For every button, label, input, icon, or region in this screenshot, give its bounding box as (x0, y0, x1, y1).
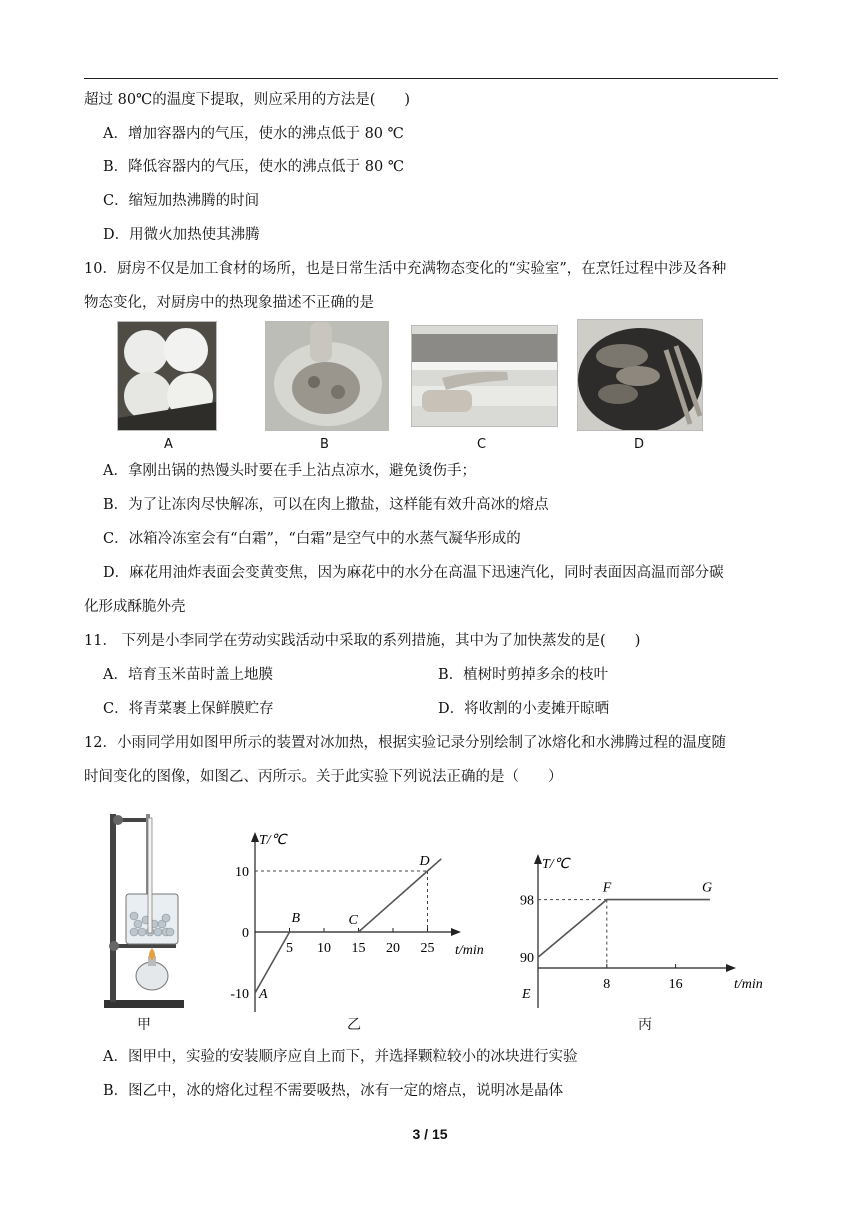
q10-stem-line2: 物态变化，对厨房中的热现象描述不正确的是 (84, 295, 374, 311)
y-axis-label: T/℃ (542, 857, 570, 872)
x-axis-arrow (726, 964, 736, 972)
photo-label-d: D (634, 437, 645, 452)
q10-option-b: B．为了让冻肉尽快解冻，可以在肉上撒盐，这样能有效升高冰的熔点 (103, 497, 549, 513)
x-axis-label: t/min (455, 943, 484, 958)
page-number: 3 / 15 (412, 1126, 448, 1142)
y-axis-arrow (534, 854, 542, 864)
q9-option-b: B．降低容器内的气压，使水的沸点低于 80 ℃ (103, 159, 405, 175)
x-axis-label: t/min (734, 977, 763, 992)
q12-option-b: B．图乙中，冰的熔化过程不需要吸热，冰有一定的熔点，说明冰是晶体 (103, 1083, 564, 1099)
photo-label-a: A (164, 437, 173, 452)
photo-label-b: B (320, 437, 329, 452)
x-tick-label: 16 (668, 977, 683, 992)
q9-stem: 超过 80℃的温度下提取，则应采用的方法是( ) (84, 92, 411, 108)
q12-stem-line2: 时间变化的图像，如图乙、丙所示。关于此实验下列说法正确的是（ ） (84, 769, 563, 785)
point-label-b: B (291, 911, 301, 926)
point-label-d: D (419, 854, 430, 869)
chart-bing (500, 848, 790, 1016)
photo-label-c: C (477, 437, 487, 452)
y-tick-label: 0 (242, 926, 249, 941)
photo-freezer-frost (411, 325, 558, 427)
q12-option-a: A．图甲中，实验的安装顺序应自上而下，并选择颗粒较小的冰块进行实验 (103, 1049, 578, 1065)
y-axis-arrow (251, 832, 259, 842)
y-tick-label: -10 (230, 987, 249, 1002)
q10-option-c: C．冰箱冷冻室会有“白霜”，“白霜”是空气中的水蒸气凝华形成的 (103, 531, 521, 547)
photo-steamed-buns (117, 321, 217, 431)
figure-apparatus (96, 806, 196, 1016)
point-label-c: C (348, 913, 358, 928)
q10-option-d-line2: 化形成酥脆外壳 (84, 599, 186, 615)
q12-stem-line1: 12．小雨同学用如图甲所示的装置对冰加热，根据实验记录分别绘制了冰熔化和水沸腾过程的温度随 (84, 735, 726, 751)
x-axis-arrow (451, 928, 461, 936)
photo-frozen-meat (265, 321, 389, 431)
x-tick-label: 10 (317, 941, 331, 956)
chart-bing-caption: 丙 (638, 1017, 652, 1033)
y-axis-label: T/℃ (259, 833, 287, 848)
point-label-e: E (522, 987, 531, 1002)
x-tick-label: 25 (420, 941, 435, 956)
point-label-f: F (602, 880, 612, 896)
y-tick-label: 10 (235, 865, 249, 880)
x-tick-label: 15 (351, 941, 366, 956)
q10-option-a: A．拿刚出锅的热馒头时要在手上沾点凉水，避免烫伤手； (103, 463, 476, 479)
header-rule (84, 78, 778, 79)
q11-option-b: B．植树时剪掉多余的枝叶 (438, 667, 609, 683)
x-tick-label: 20 (386, 941, 400, 956)
point-label-g: G (702, 880, 713, 896)
q11-stem: 11． 下列是小李同学在劳动实践活动中采取的系列措施，其中为了加快蒸发的是( ) (84, 633, 641, 649)
figure-jia-caption: 甲 (137, 1017, 151, 1033)
q9-option-d: D．用微火加热使其沸腾 (103, 227, 260, 243)
q11-option-c: C．将青菜裹上保鲜膜贮存 (103, 701, 274, 717)
x-tick-label: 5 (286, 941, 293, 956)
q9-option-a: A．增加容器内的气压，使水的沸点低于 80 ℃ (103, 126, 404, 142)
y-tick-label: 90 (520, 951, 534, 967)
chart-yi (215, 822, 505, 1018)
chart-yi-caption: 乙 (347, 1017, 361, 1033)
q9-option-c: C．缩短加热沸腾的时间 (103, 193, 260, 209)
x-tick-label: 8 (603, 977, 611, 992)
point-label-a: A (259, 987, 268, 1002)
q11-option-d: D．将收割的小麦摊开晾晒 (438, 701, 610, 717)
q10-stem-line1: 10．厨房不仅是加工食材的场所，也是日常生活中充满物态变化的“实验室”，在烹饪过程中涉及各种 (84, 261, 727, 277)
q11-option-a: A．培育玉米苗时盖上地膜 (103, 667, 273, 683)
photo-fried-dough (577, 319, 703, 431)
q10-option-d-line1: D．麻花用油炸表面会变黄变焦，因为麻花中的水分在高温下迅速汽化，同时表面因高温而部分碳 (103, 565, 724, 581)
temperature-line (538, 900, 710, 958)
y-tick-label: 98 (520, 893, 534, 909)
